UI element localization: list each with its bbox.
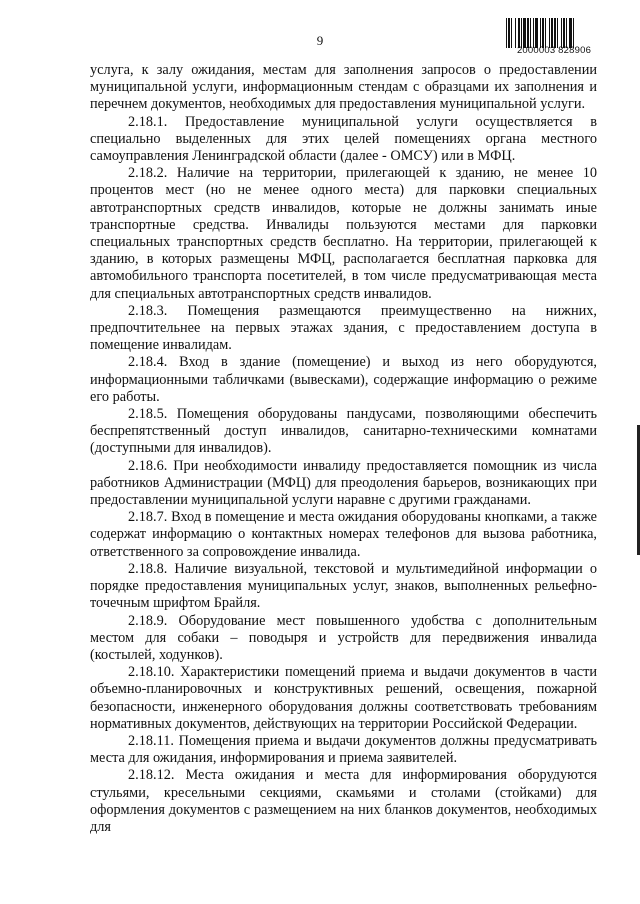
- paragraph-2-18-11: 2.18.11. Помещения приема и выдачи документов должны предусматривать места для ожидания, информирования и приема заявителей.: [90, 732, 597, 767]
- barcode-bars: [505, 18, 603, 48]
- paragraph-2-18-7: 2.18.7. Вход в помещение и места ожидания оборудованы кнопками, а также содержат информацию о контактных номерах телефонов для вызова работника, ответственного за сопровождение инвалида.: [90, 509, 597, 560]
- paragraph-2-18-2: 2.18.2. Наличие на территории, прилегающей к зданию, не менее 10 процентов мест (но не менее одного места) для парковки специальных автотранспортных средств инвалидов, которые не должны занимать иные транспортные средства. Инвалиды пользуются местами для парковки специальных транспортных средств бесплатно. На территории, прилегающей к зданию, в которых размещены МФЦ, располагается бесплатная парковка для автомобильного транспорта посетителей, в том числе предусматривающая места для специальных автотранспортных средств инвалидов.: [90, 165, 597, 302]
- paragraph-2-18-10: 2.18.10. Характеристики помещений приема и выдачи документов в части объемно-планировочных и конструктивных решений, освещения, пожарной безопасности, инженерного оборудования должны соответствовать требованиям нормативных документов, действующих на территории Российской Федерации.: [90, 664, 597, 732]
- page-number: 9: [316, 33, 324, 48]
- paragraph-2-18-1: 2.18.1. Предоставление муниципальной услуги осуществляется в специально выделенных для этих целей помещениях органа местного самоуправления Ленинградской области (далее - ОМСУ) или в МФЦ.: [90, 113, 597, 165]
- paragraph-2-18-8: 2.18.8. Наличие визуальной, текстовой и мультимедийной информации о порядке предоставления муниципальных услуг, знаков, выполненных рельефно-точечным шрифтом Брайля.: [90, 560, 597, 612]
- document-body: [90, 62, 597, 836]
- barcode: [505, 18, 603, 58]
- paragraph-2-18-4: 2.18.4. Вход в здание (помещение) и выход из него оборудуются, информационными табличками (вывесками), содержащие информацию о режиме его работы.: [90, 354, 597, 405]
- paragraph-2-18-3: 2.18.3. Помещения размещаются преимущественно на нижних, предпочтительнее на первых этажах здания, с предоставлением доступа в помещение инвалидам.: [90, 302, 597, 354]
- paragraph-2-18-5: 2.18.5. Помещения оборудованы пандусами, позволяющими обеспечить беспрепятственный доступ инвалидов, санитарно-техническими комнатами (доступными для инвалидов).: [90, 406, 597, 457]
- barcode-digits: 2000003 828906: [516, 45, 592, 56]
- paragraph-2-18-6: 2.18.6. При необходимости инвалиду предоставляется помощник из числа работников Администрации (МФЦ) для преодоления барьеров, возникающих при предоставлении муниципальной услуги наравне с другими гражданами.: [90, 457, 597, 509]
- paragraph-2-18-12: 2.18.12. Места ожидания и места для информирования оборудуются стульями, кресельными секциями, скамьями и столами (стойками) для оформления документов с размещением на них бланков документов, необходимых для: [90, 767, 597, 835]
- paragraph-2-18-9: 2.18.9. Оборудование мест повышенного удобства с дополнительным местом для собаки – поводыря и устройств для передвижения инвалида (костылей, ходунков).: [90, 612, 597, 663]
- paragraph-continuation: услуга, к залу ожидания, местам для заполнения запросов о предоставлении муниципальной услуги, информационным стендам с образцами их заполнения и перечнем документов, необходимых для предоставления муниципальной услуги.: [90, 62, 597, 113]
